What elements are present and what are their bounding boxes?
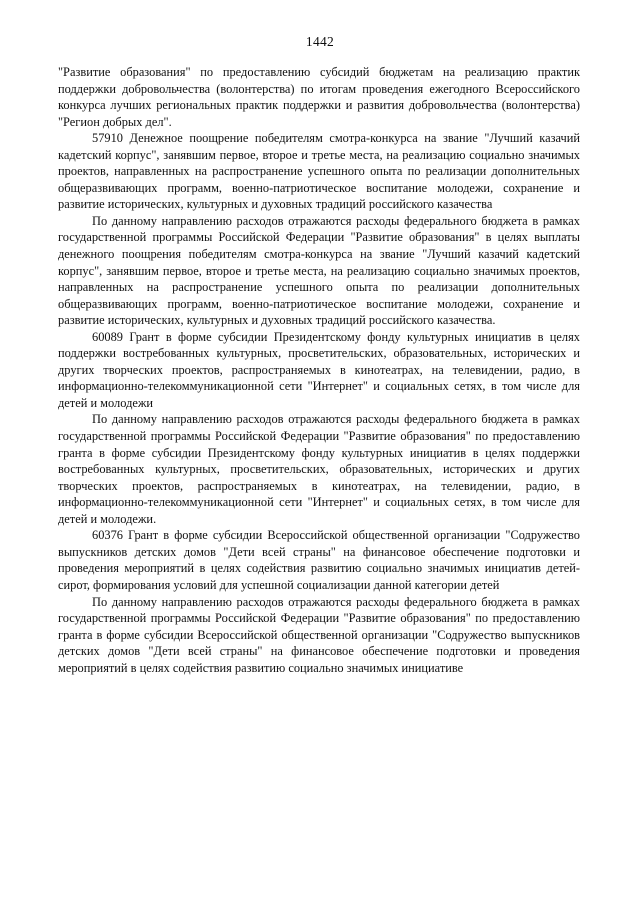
- paragraph: "Развитие образования" по предоставлению субсидий бюджетам на реализацию практик поддержки добровольчества (волонтерства) по итогам проведения ежегодного Всероссийского конкурса лучших региональных практик поддержки и развития добровольчества (волонтерства) "Регион добрых дел".: [58, 65, 580, 129]
- paragraph: 60376 Грант в форме субсидии Всероссийской общественной организации "Содружество выпускников детских домов "Дети всей страны" на финансовое обеспечение подготовки и проведения мероприятий в целях содействия развитию социально значимых инициатив детей-сирот, формирования условий для успешной социализации данной категории детей: [58, 528, 580, 592]
- page-number: 1442: [305, 34, 335, 49]
- paragraph: По данному направлению расходов отражаются расходы федерального бюджета в рамках государственной программы Российской Федерации "Развитие образования" в целях выплаты денежного поощрения победителям смотра-конкурса на звание "Лучший казачий кадетский корпус", занявшим первое, второе и третье места, на реализацию социально значимых проектов, направленных на распространение успешного опыта по реализации дополнительных общеразвивающих программ, военно-патриотическое воспитание молодежи, сохранение и развитие исторических, культурных и духовных традиций российского казачества.: [58, 213, 580, 328]
- paragraph: 60089 Грант в форме субсидии Президентскому фонду культурных инициатив в целях поддержки востребованных культурных, просветительских, образовательных, исторических и других творческих проектов, распространяемых в кинотеатрах, на телевидении, радио, в информационно-телекоммуникационной сети "Интернет" и социальных сетях, в том числе для детей и молодежи: [58, 329, 580, 410]
- paragraph: По данному направлению расходов отражаются расходы федерального бюджета в рамках государственной программы Российской Федерации "Развитие образования" по предоставлению гранта в форме субсидии Всероссийской общественной организации "Содружество выпускников детских домов "Дети всей страны" на финансовое обеспечение подготовки и проведения мероприятий в целях содействия развитию социально значимых инициативе: [58, 594, 580, 675]
- document-body: [58, 64, 580, 676]
- paragraph: 57910 Денежное поощрение победителям смотра-конкурса на звание "Лучший казачий кадетский корпус", занявшим первое, второе и третье места, на реализацию социально значимых проектов, направленных на распространение успешного опыта по реализации дополнительных общеразвивающих программ, военно-патриотическое воспитание молодежи, сохранение и развитие исторических, культурных и духовных традиций российского казачества: [58, 131, 580, 212]
- paragraph: По данному направлению расходов отражаются расходы федерального бюджета в рамках государственной программы Российской Федерации "Развитие образования" по предоставлению гранта в форме субсидии Президентскому фонду культурных инициатив в целях поддержки востребованных культурных, просветительских, образовательных, исторических и других творческих проектов, распространяемых в кинотеатрах, на телевидении, радио, в информационно-телекоммуникационной сети "Интернет" и социальных сетях, в том числе для детей и молодежи.: [58, 412, 580, 526]
